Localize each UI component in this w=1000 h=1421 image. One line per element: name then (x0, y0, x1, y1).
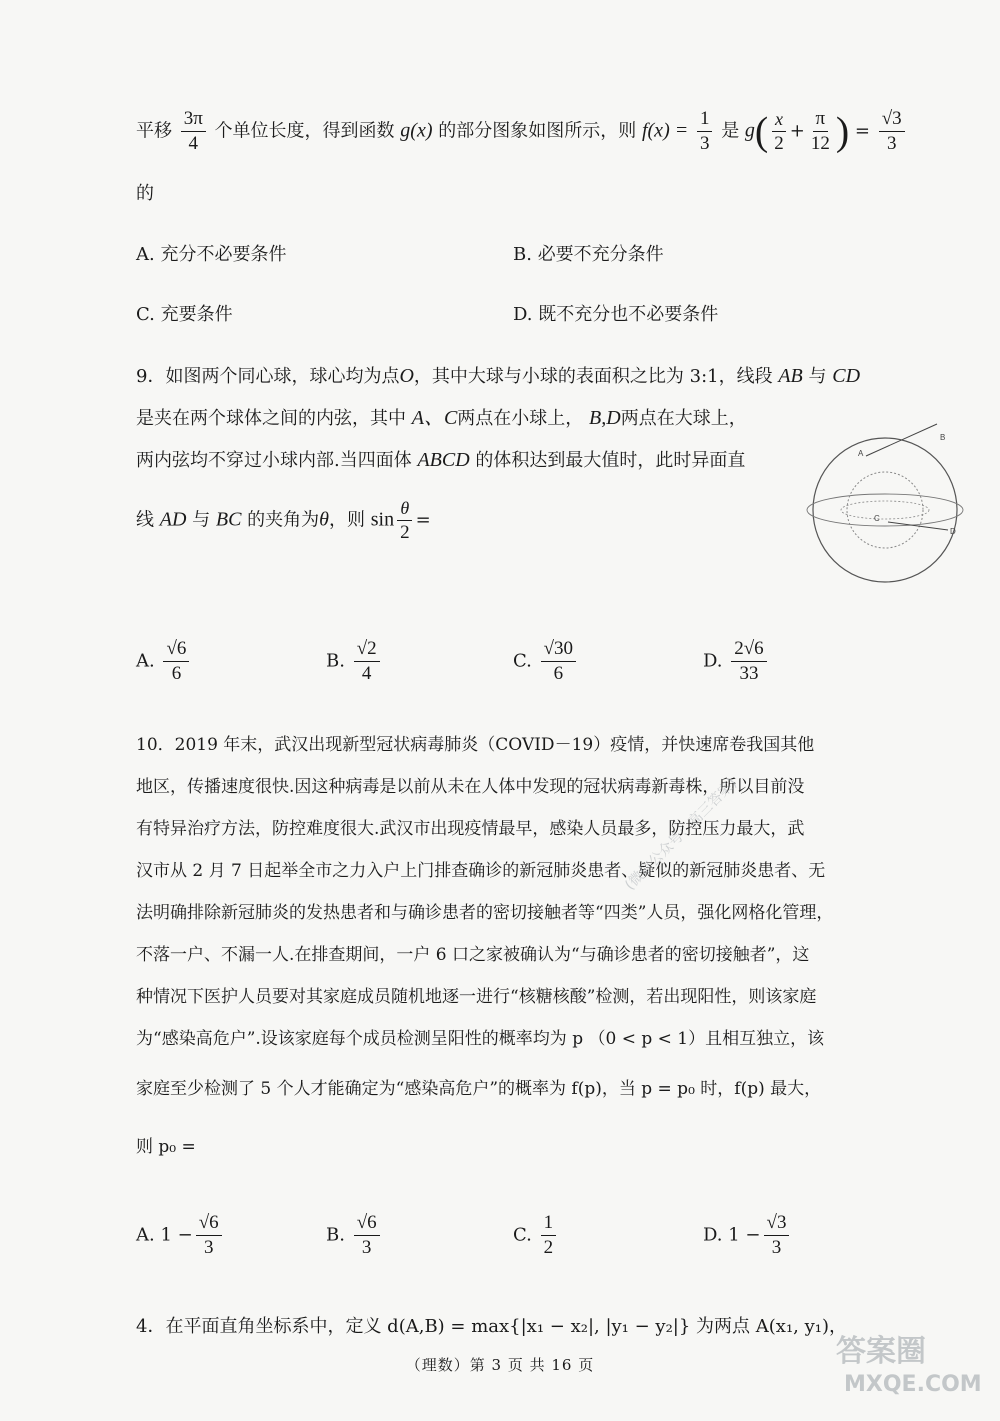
fraction-theta-2 (397, 497, 413, 544)
den: 2 (543, 1237, 554, 1258)
text: ，其中大球与小球的表面积之比为 3:1，线段 (413, 366, 773, 387)
num: 3π (181, 108, 206, 132)
watermark-url: MXQE.COM (844, 1372, 982, 1397)
page-footer: （理数）第 3 页 共 16 页 (405, 1356, 595, 1374)
q10-line: 家庭至少检测了 5 个人才能确定为“感染高危户”的概率为 f(p)，当 p = p₀ 时，f(p) 最大， (136, 1079, 822, 1099)
num: 1 (697, 108, 713, 132)
prefix: 1 − (728, 1224, 761, 1246)
letter: D. (703, 650, 723, 672)
letter: A. (136, 244, 155, 265)
math-g: g (744, 119, 755, 142)
letter: C. (513, 650, 532, 672)
den: 3 (203, 1237, 214, 1258)
concentric-spheres-figure (800, 420, 980, 600)
num: x (772, 108, 786, 132)
q10-line: 法明确排除新冠肺炎的发热患者和与确诊患者的密切接触者等“四类”人员，强化网格化管理， (136, 903, 834, 923)
letter: B. (326, 650, 345, 672)
den: 4 (188, 133, 199, 154)
q10-line: 为“感染高危户”.设该家庭每个成员检测呈阳性的概率均为 p （0 < p < 1）且相互独立，该 (136, 1029, 825, 1049)
math-ac: A、C (411, 407, 458, 429)
watermark-logo: 答案圈 (836, 1334, 926, 1369)
text: 与 (808, 366, 827, 387)
equals: = (854, 120, 870, 142)
q10-line: 则 p₀ = (136, 1137, 196, 1157)
label-d: D (950, 527, 956, 536)
num: √30 (541, 638, 576, 662)
q8-option-a[interactable] (136, 243, 286, 267)
fraction-1-3 (697, 108, 713, 155)
letter: C. (136, 304, 155, 325)
plus: + (789, 120, 805, 142)
math-ad: AD (159, 508, 187, 531)
q9-option-a[interactable] (136, 638, 192, 685)
q10-option-c[interactable] (513, 1212, 559, 1259)
q8-option-b[interactable] (513, 243, 664, 267)
q10-option-b[interactable] (326, 1212, 383, 1259)
num: √2 (354, 638, 380, 662)
text: 的部分图象如图所示，则 (438, 120, 637, 142)
label-b: B (940, 433, 946, 442)
q10-line: 地区，传播速度很快.因这种病毒是以前从未在人体中发现的冠状病毒新毒株，所以目前没 (136, 777, 805, 797)
text: 是夹在两个球体之间的内弦，其中 (136, 408, 406, 429)
den: 4 (361, 663, 372, 684)
text: 个单位长度，得到函数 (214, 120, 395, 142)
letter: A. (136, 650, 155, 672)
math-o: O (399, 365, 414, 387)
den: 6 (553, 663, 564, 684)
outer-equator (807, 494, 963, 526)
num: 2√6 (731, 638, 766, 662)
prefix: 1 − (160, 1224, 193, 1246)
num: √6 (163, 638, 189, 662)
fraction-pi-12 (808, 108, 833, 155)
text: 是 (721, 120, 740, 142)
inner-equator (841, 501, 929, 519)
den: 3 (886, 133, 897, 154)
text: 平移 (136, 120, 172, 142)
num: √3 (764, 1212, 790, 1236)
q10-line: 种情况下医护人员要对其家庭成员随机地逐一进行“核糖核酸”检测，若出现阳性，则该家庭 (136, 987, 817, 1007)
num: √6 (196, 1212, 222, 1236)
text: 两内弦均不穿过小球内部.当四面体 (136, 450, 412, 471)
q9-option-d[interactable] (703, 638, 770, 685)
text: 的体积达到最大值时，此时异面直 (475, 450, 746, 471)
math-fx: f(x) = (641, 119, 689, 142)
label-a: A (858, 449, 864, 458)
q8-line-1: 平移 $\frac{3\pi}{4}$ 个单位长度，得到函数 g(x) 的部分图象如图所示，则 f(x) = $\frac{1}{3}$ 是 g( $\frac{x}{2}$ + $\frac{\pi}{12}$ ) = $\frac{√3}{3}$ (136, 108, 908, 155)
den: 33 (739, 663, 759, 684)
option-text: 必要不充分条件 (537, 244, 664, 265)
option-text: 既不充分也不必要条件 (538, 304, 719, 325)
q9-line-3 (136, 448, 745, 473)
q10-option-a[interactable] (136, 1212, 225, 1259)
den: 6 (171, 663, 182, 684)
den: 3 (361, 1237, 372, 1258)
q8-line-2: 的 (136, 183, 154, 204)
text: 9．如图两个同心球，球心均为点 (136, 366, 400, 387)
q8-option-c[interactable] (136, 303, 233, 327)
letter: B. (513, 244, 532, 265)
den: 3 (771, 1237, 782, 1258)
math-gx: g(x) (400, 119, 433, 142)
q10-line: 10．2019 年末，武汉出现新型冠状病毒肺炎（COVID－19）疫情，并快速席卷我国其他 (136, 735, 815, 755)
letter: B. (326, 1224, 345, 1246)
q9-line-2 (136, 406, 747, 431)
text: 的夹角为 (247, 509, 320, 531)
q10-option-d[interactable] (703, 1212, 792, 1259)
outer-sphere (813, 438, 957, 582)
letter: D. (513, 304, 533, 325)
den: 2 (774, 133, 784, 154)
den: 3 (699, 133, 710, 154)
text: 与 (192, 509, 211, 531)
watermark-text: (微信公众号：高三答案) (622, 775, 741, 894)
option-text: 充分不必要条件 (160, 244, 287, 265)
text: 两点在大球上， (620, 408, 747, 429)
letter: C. (513, 1224, 532, 1246)
fraction-sqrt3-3 (879, 108, 905, 155)
q9-line-4 (136, 497, 431, 544)
num: π (813, 108, 829, 132)
num: √6 (354, 1212, 380, 1236)
inner-sphere (847, 472, 923, 548)
math-theta: θ (319, 508, 329, 531)
q10-line: 汉市从 2 月 7 日起举全市之力入户上门排查确诊的新冠肺炎患者、疑似的新冠肺炎患者、无 (136, 861, 826, 881)
math-sin: sin (370, 508, 395, 531)
text: ，则 (329, 509, 365, 531)
math-ab: AB (778, 365, 803, 387)
fraction-x-2 (771, 108, 787, 155)
math-bd: B,D (589, 407, 621, 429)
equals: = (415, 509, 431, 531)
option-text: 充要条件 (160, 304, 233, 325)
q9-line-1 (136, 364, 860, 389)
num: θ (397, 497, 412, 521)
q9-option-b[interactable] (326, 638, 383, 685)
q10-line: 有特异治疗方法，防控难度很大.武汉市出现疫情最早，感染人员最多，防控压力最大，武 (136, 819, 805, 839)
num: 1 (541, 1212, 557, 1236)
letter: D. (703, 1224, 723, 1246)
label-c: C (874, 514, 880, 523)
q9-option-c[interactable] (513, 638, 579, 685)
math-cd: CD (832, 365, 861, 387)
math-abcd: ABCD (417, 449, 470, 471)
q10-line: 不落一户、不漏一人.在排查期间，一户 6 口之家被确认为“与确诊患者的密切接触者”，这 (136, 945, 810, 965)
fraction-3pi-4 (181, 108, 206, 155)
math-bc: BC (215, 508, 242, 531)
den: 12 (810, 133, 830, 154)
text: 两点在小球上， (457, 408, 584, 429)
q4-line: 4．在平面直角坐标系中，定义 d(A,B) = max{|x₁ − x₂|, |y₁ − y₂|} 为两点 A(x₁, y₁)， (136, 1316, 848, 1337)
text: 线 (136, 509, 154, 531)
den: 2 (400, 522, 410, 543)
q8-option-d[interactable] (513, 303, 718, 327)
num: √3 (879, 108, 905, 132)
letter: A. (136, 1224, 155, 1246)
